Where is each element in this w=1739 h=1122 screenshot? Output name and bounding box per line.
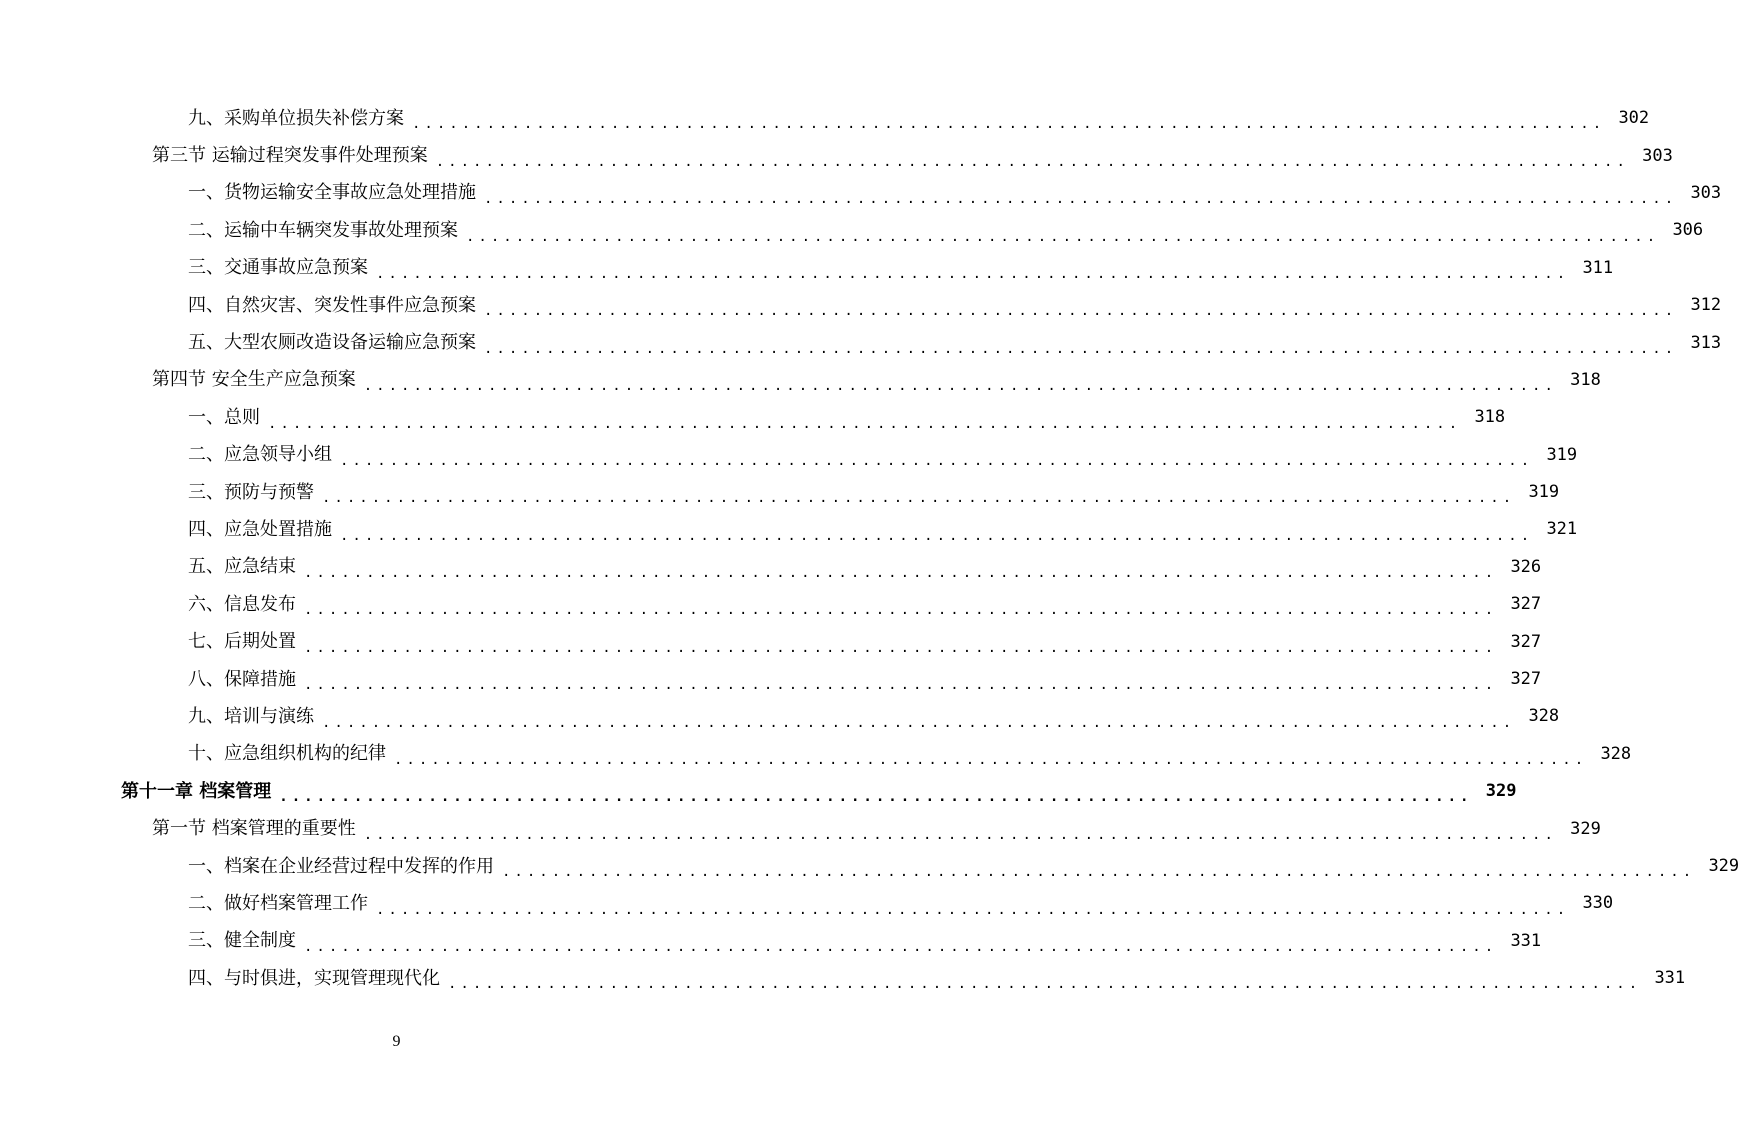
- dot-leader: ................................................................................................: [394, 752, 1588, 769]
- toc-entry-page: 329: [1485, 781, 1517, 802]
- toc-entry-title: 四、与时俱进，实现管理现代化: [188, 967, 440, 989]
- dot-leader: ................................................................................................: [304, 565, 1498, 582]
- dot-leader: ................................................................................................: [466, 228, 1660, 245]
- toc-entry-page: 331: [1510, 930, 1542, 951]
- toc-entry-title: 七、后期处置: [188, 631, 296, 653]
- toc-entry-page: 331: [1654, 968, 1686, 989]
- toc-entry-title: 第四节 安全生产应急预案: [152, 369, 356, 391]
- toc-entry-page: 321: [1546, 519, 1578, 540]
- toc-entry-title: 二、运输中车辆突发事故处理预案: [188, 219, 458, 241]
- toc-entry[interactable]: [0, 810, 1601, 847]
- table-of-contents: [0, 100, 1739, 997]
- toc-entry-title: 一、货物运输安全事故应急处理措施: [188, 182, 476, 204]
- toc-entry-page: 327: [1510, 594, 1542, 615]
- toc-entry-title: 九、培训与演练: [188, 705, 314, 727]
- toc-entry-page: 326: [1510, 556, 1542, 577]
- dot-leader: ................................................................................................: [484, 303, 1678, 320]
- toc-entry-page: 329: [1570, 818, 1601, 839]
- dot-leader: ................................................................................................: [502, 864, 1696, 881]
- dot-leader: ................................................................................................: [340, 527, 1534, 544]
- toc-entry-title: 二、做好档案管理工作: [188, 892, 368, 914]
- toc-entry-page: 313: [1690, 332, 1722, 353]
- toc-entry[interactable]: [0, 773, 1517, 810]
- toc-entry[interactable]: [0, 474, 1560, 511]
- toc-entry-title: 八、保障措施: [188, 668, 296, 690]
- toc-entry[interactable]: [0, 399, 1506, 436]
- toc-entry[interactable]: [0, 362, 1601, 399]
- toc-entry-page: 327: [1510, 669, 1542, 690]
- toc-entry-title: 四、自然灾害、突发性事件应急预案: [188, 294, 476, 316]
- toc-entry-title: 三、交通事故应急预案: [188, 257, 368, 279]
- toc-entry[interactable]: [0, 960, 1686, 997]
- toc-entry-title: 五、应急结束: [188, 556, 296, 578]
- toc-entry[interactable]: [0, 437, 1578, 474]
- toc-entry-title: 一、档案在企业经营过程中发挥的作用: [188, 855, 494, 877]
- toc-entry[interactable]: [0, 923, 1542, 960]
- page-number: 9: [392, 1033, 401, 1050]
- dot-leader: ................................................................................................: [435, 153, 1629, 170]
- dot-leader: ................................................................................................: [304, 639, 1498, 656]
- toc-entry-title: 第十一章 档案管理: [121, 780, 272, 802]
- toc-entry-title: 九、采购单位损失补偿方案: [188, 107, 404, 129]
- dot-leader: ................................................................................................: [376, 265, 1570, 282]
- toc-entry[interactable]: [0, 736, 1632, 773]
- toc-entry[interactable]: [0, 885, 1614, 922]
- toc-entry-title: 三、健全制度: [188, 930, 296, 952]
- toc-entry-page: 303: [1642, 145, 1673, 166]
- toc-entry-title: 六、信息发布: [188, 593, 296, 615]
- toc-entry[interactable]: [0, 698, 1560, 735]
- toc-entry-page: 318: [1474, 407, 1506, 428]
- dot-leader: ................................................................................................: [340, 452, 1534, 469]
- toc-entry[interactable]: [0, 250, 1614, 287]
- toc-entry[interactable]: [0, 586, 1542, 623]
- toc-entry[interactable]: [0, 661, 1542, 698]
- toc-entry-title: 第三节 运输过程突发事件处理预案: [152, 145, 428, 167]
- toc-entry[interactable]: [0, 848, 1739, 885]
- toc-entry-title: 十、应急组织机构的纪律: [188, 743, 386, 765]
- toc-entry-page: 328: [1600, 743, 1632, 764]
- dot-leader: ................................................................................................: [484, 340, 1678, 357]
- toc-entry[interactable]: [0, 100, 1650, 137]
- dot-leader: ................................................................................................: [322, 714, 1516, 731]
- toc-entry-page: 318: [1570, 369, 1601, 390]
- toc-entry[interactable]: [0, 324, 1722, 361]
- toc-entry[interactable]: [0, 623, 1542, 660]
- toc-entry[interactable]: [0, 287, 1722, 324]
- toc-entry-title: 四、应急处置措施: [188, 518, 332, 540]
- toc-entry-title: 第一节 档案管理的重要性: [152, 818, 356, 840]
- toc-entry[interactable]: [0, 212, 1704, 249]
- toc-entry-page: 302: [1618, 108, 1650, 129]
- dot-leader: ................................................................................................: [304, 602, 1498, 619]
- toc-entry-title: 二、应急领导小组: [188, 444, 332, 466]
- toc-entry-page: 330: [1582, 893, 1614, 914]
- toc-entry-page: 303: [1690, 182, 1722, 203]
- dot-leader: ................................................................................................: [322, 490, 1516, 507]
- toc-entry-title: 一、总则: [188, 406, 260, 428]
- dot-leader: ................................................................................................: [268, 415, 1462, 432]
- dot-leader: ................................................................................................: [448, 976, 1642, 993]
- toc-entry[interactable]: [0, 137, 1673, 174]
- dot-leader: ................................................................................................: [376, 901, 1570, 918]
- toc-entry-page: 329: [1708, 856, 1739, 876]
- dot-leader: ................................................................................................: [363, 378, 1557, 395]
- toc-entry-page: 328: [1528, 706, 1560, 727]
- toc-entry-page: 306: [1672, 220, 1704, 241]
- toc-entry-title: 三、预防与预警: [188, 481, 314, 503]
- toc-entry-page: 312: [1690, 295, 1722, 316]
- toc-entry-page: 327: [1510, 631, 1542, 652]
- toc-entry[interactable]: [0, 511, 1578, 548]
- dot-leader: ................................................................................................: [279, 789, 1473, 806]
- dot-leader: ................................................................................................: [304, 938, 1498, 955]
- toc-entry-title: 五、大型农厕改造设备运输应急预案: [188, 332, 476, 354]
- toc-entry[interactable]: [0, 549, 1542, 586]
- toc-entry-page: 311: [1582, 257, 1614, 278]
- dot-leader: ................................................................................................: [363, 826, 1557, 843]
- toc-entry[interactable]: [0, 175, 1722, 212]
- dot-leader: ................................................................................................: [304, 677, 1498, 694]
- toc-entry-page: 319: [1528, 482, 1560, 503]
- dot-leader: ................................................................................................: [484, 191, 1678, 208]
- toc-entry-page: 319: [1546, 444, 1578, 465]
- dot-leader: ................................................................................................: [412, 116, 1606, 133]
